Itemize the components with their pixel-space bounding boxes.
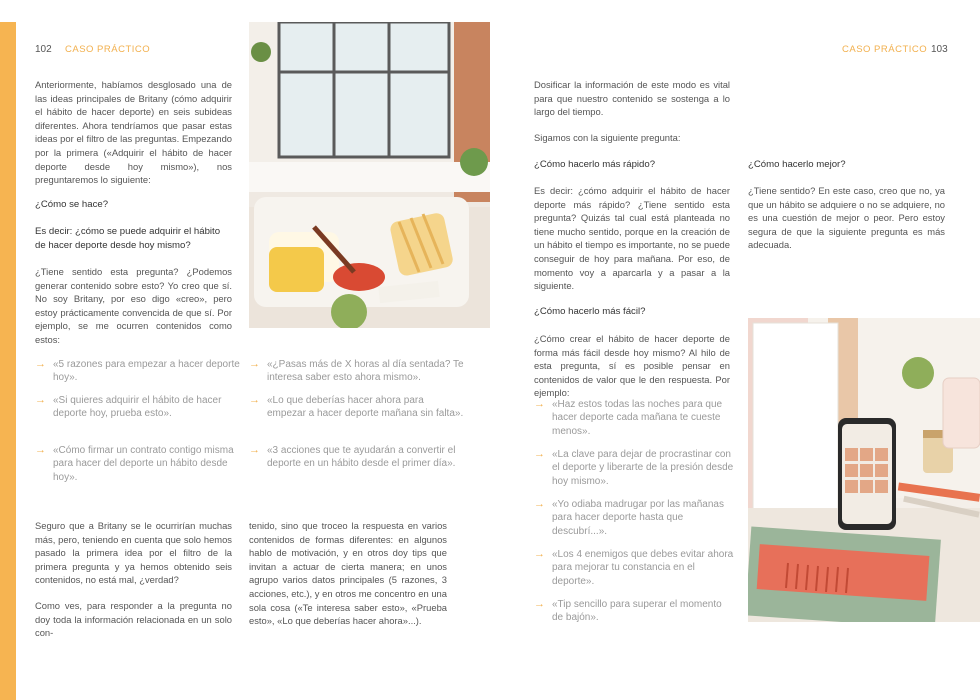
heading-how: ¿Cómo se hace? (35, 199, 109, 210)
arrow-right-icon: → (534, 598, 545, 610)
arrow-right-icon: → (534, 448, 545, 460)
heading-how-detail: Es decir: ¿cómo se puede adquirir el hábito de hacer deporte desde hoy mismo? (35, 226, 221, 251)
paragraph-sense: ¿Tiene sentido esta pregunta? ¿Podemos generar contenido sobre esto? Yo creo que sí. No soy Britany, por eso digo «creo», pero estoy prácticamente convencida de que sí. Por ejemplo, se me ocurren contenidos como estos: (35, 266, 232, 345)
arrow-right-icon: → (35, 394, 46, 406)
bullet-item: → «¿Pasas más de X horas al día sentada? Te interesa saber esto ahora mismo». (249, 358, 464, 384)
heading-faster: ¿Cómo hacerlo más rápido? (534, 159, 656, 170)
bullet-item: → «5 razones para empezar a hacer deporte hoy». (35, 358, 240, 384)
bullet-item: → «Los 4 enemigos que debes evitar ahora para mejorar tu constancia en el deporte». (534, 548, 734, 587)
bullet-item: → «Tip sencillo para superar el momento de bajón». (534, 598, 722, 624)
page-edge-stripe (0, 22, 16, 700)
arrow-right-icon: → (35, 358, 46, 370)
arrow-right-icon: → (534, 548, 545, 560)
arrow-right-icon: → (534, 398, 545, 410)
bullet-item: → «Haz estos todas las noches para que hacer deporte cada mañana te cueste menos». (534, 398, 723, 437)
bullet-item: → «La clave para dejar de procrastinar con el deporte y liberarte de la presión desde hoy mismo». (534, 448, 734, 487)
arrow-right-icon: → (249, 394, 260, 406)
arrow-right-icon: → (249, 358, 260, 370)
paragraph-six-contents: Seguro que a Britany se le ocurrirían muchas más, pero, teniendo en cuenta que solo hemos pasado la primera idea por el filtro de la primera pregunta y ya hemos obtenido seis contenidos, no está mal, ¿verdad? (35, 520, 232, 586)
arrow-right-icon: → (249, 444, 260, 456)
arrow-right-icon: → (35, 444, 46, 456)
phone-desk-photo (748, 318, 980, 622)
bullet-item: → «Lo que deberías hacer ahora para empezar a hacer deporte mañana sin falta». (249, 394, 464, 420)
arrow-right-icon: → (534, 498, 545, 510)
bullet-item: → «3 acciones que te ayudarán a convertir el deporte en un hábito desde el primer día». (249, 444, 456, 470)
living-room-photo (249, 22, 490, 328)
paragraph-easier: ¿Cómo crear el hábito de hacer deporte de forma más fácil desde hoy mismo? Al hilo de esta pregunta, sí es posible pensar en contenidos de valor que le den respuesta. Por ejemplo: (534, 333, 730, 399)
bullet-item: → «Si quieres adquirir el hábito de hacer deporte hoy, prueba esto». (35, 394, 222, 420)
paragraph-chunking: tenido, sino que troceo la respuesta en varios contenidos de formas diferentes: en algunos hablo de motivación, y en otros doy tips que invitan a actuar de cierta manera; en unos agrupo varios datos principales (5 razones, 3 acciones, etc.), y en otros me concentro en una sola cosa («Te interesa saber esto», «Prueba esto», «Lo que deberías hacer ahora»...). (249, 520, 447, 627)
bullet-item: → «Yo odiaba madrugar por las mañanas para hacer deporte hasta que descubrí...». (534, 498, 724, 537)
bullet-item: → «Cómo firmar un contrato contigo misma para hacer del deporte un hábito desde hoy». (35, 444, 234, 483)
page-number-left: 102 (35, 44, 52, 55)
paragraph-better: ¿Tiene sentido? En este caso, creo que no, ya que un hábito se adquiere o no se adquiere, no es una cuestión de mejor o peor. Pero estoy segura de que la siguiente pregunta es más adecuada. (748, 185, 945, 251)
intro-paragraph: Anteriormente, habíamos desglosado una de las ideas principales de Britany (cómo adquirir el hábito de hacer deporte) en seis subideas diferentes. Ahora tendríamos que pasar estas ideas por el filtro de las preguntas. Empezando por la primera («Adquirir el hábito de hacer deporte desde hoy mismo»), nos preguntaremos lo siguiente: (35, 79, 232, 186)
heading-better: ¿Cómo hacerlo mejor? (748, 159, 846, 170)
paragraph-dosify: Dosificar la información de este modo es vital para que nuestro contenido se sostenga a lo largo del tiempo. (534, 79, 730, 118)
heading-easier: ¿Cómo hacerlo más fácil? (534, 306, 646, 317)
section-label-left: CASO PRÁCTICO (65, 44, 151, 55)
paragraph-next-question: Sigamos con la siguiente pregunta: (534, 132, 681, 143)
paragraph-faster: Es decir: ¿cómo adquirir el hábito de hacer deporte más rápido? ¿Tiene sentido esta pregunta? Quizás tal cual está planteada no tiene mucho sentido, porque en la creación de un hábito el tiempo es importante, no se puede conseguir de hoy para mañana. Por eso, de momento voy a aparcarla y a pasar a la siguiente. (534, 185, 730, 292)
paragraph-as-you-see: Como ves, para responder a la pregunta no doy toda la información relacionada en un solo con- (35, 600, 232, 639)
page-number-right: 103 (931, 44, 948, 55)
section-label-right: CASO PRÁCTICO (842, 44, 928, 55)
